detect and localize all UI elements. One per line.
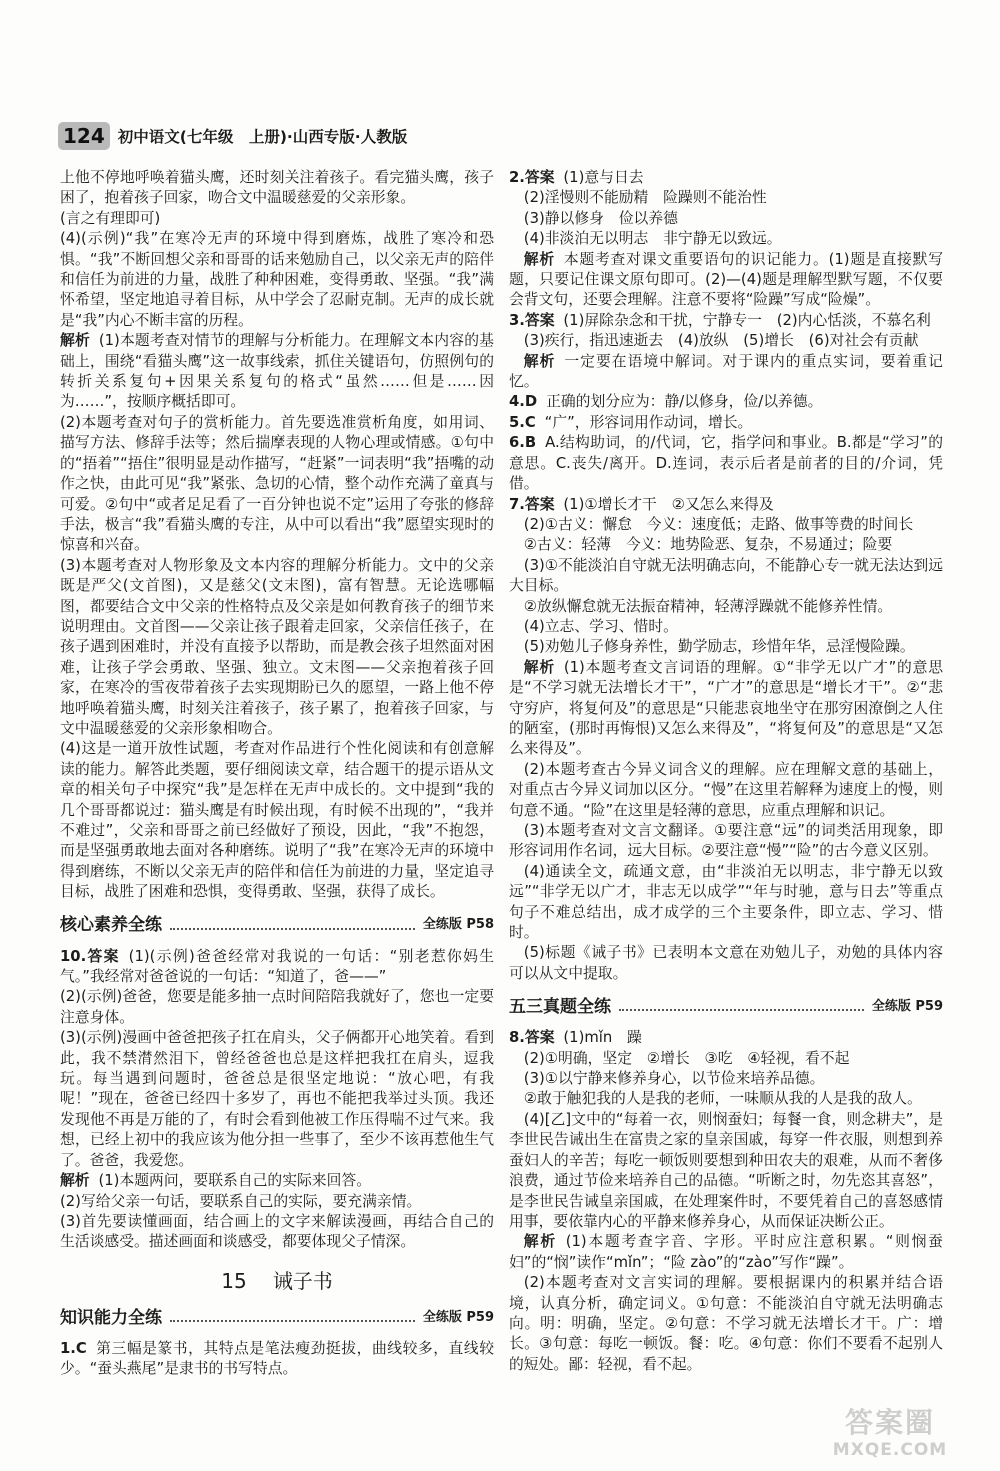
- answer-text: (1)mǐn 躁: [563, 1029, 642, 1047]
- dotted-leader: [170, 928, 415, 930]
- question-4-answer: [509, 392, 943, 412]
- answer-text: (1)①增长才干 ②又怎么来得及: [563, 495, 774, 513]
- question-label: 1.C: [60, 1339, 87, 1357]
- analysis-item: (4)这是一道开放性试题，考查对作品进行个性化阅读和有创意解读的能力。解答此类题，要仔细阅读文章，结合题干的提示语从文章的相关句子中探究“我”是怎样在无声中成长的。文中提到“我的几个哥哥都说过：猫头鹰是有时候出现，有时候不出现的”，“我并不难过”，父亲和哥哥之前已经做好了预设，因此，“我”不抱怨，而是坚强勇敢地去面对各种磨练。说明了“我”在寒冷无声的环境中得到磨练，不断以父亲无声的陪伴和信任为前进的力量，坚定追寻目标，战胜了困难和恐惧，变得勇敢、坚强，获得了成长。: [60, 740, 494, 901]
- analysis-item: (2)写给父亲一句话，要联系自己的实际，要充满亲情。: [60, 1192, 422, 1210]
- analysis-label: 解析: [523, 250, 555, 268]
- answer-item: (3)(示例)漫画中爸爸把孩子扛在肩头，父子俩都开心地笑着。看到此，我不禁潸然泪下，曾经爸爸也总是这样把我扛在肩头，逗我玩。每当遇到问题时，爸爸总是很坚定地说：“放心吧，有我呢！”现在，爸爸已经四十多岁了，再也不能把我举过头顶。我还发现他不再是万能的了，有时会看到他被工作压得喘不过气来。我想，已经上初中的我应该为他分担一些事了，至少不该再惹他生气了。爸爸，我爱您。: [60, 1029, 494, 1169]
- section-title: 五三真题全练: [509, 997, 611, 1018]
- question-label: 5.C: [509, 413, 536, 431]
- page-header: [58, 121, 407, 151]
- analysis-text: (1)本题两问，要联系自己的实际来回答。: [98, 1172, 371, 1190]
- answer-item: (4)[乙]文中的“每着一衣，则悯蚕妇；每餐一食，则念耕夫”，是李世民告诫出生在富贵之家的皇亲国戚，每穿一件衣服，则想到养蚕妇人的辛苦；每吃一顿饭则要想到种田农夫的艰难，从而不奢侈浪费，通过节俭来培养自己的品德。“听断之时，勿先恣其喜怒”，是李世民告诫皇亲国戚，在处理案件时，不要凭着自己的喜怒感情用事，要依靠内心的平静来修养身心，从而保证决断公正。: [509, 1110, 943, 1230]
- question-label: 2.答案: [509, 169, 555, 186]
- analysis-label: 解析: [523, 352, 556, 370]
- analysis-text: (1)本题考查文言词语的理解。①“非学无以广才”的意思是“不学习就无法增长才干”，“广才”的意思是“增长才干”。②“悲守穷庐，将复何及”的意思是“只能悲哀地坐守在那穷困潦倒之人住的陋室，(那时再悔恨)又怎么来得及”，“将复何及”的意思是“又怎么来得及”。: [509, 658, 943, 758]
- section-header-core: [60, 913, 494, 939]
- question-10-answer: [60, 947, 494, 988]
- answer-item: (5)劝勉儿子修身养性，勤学励志，珍惜年华，忌淫慢险躁。: [523, 638, 915, 656]
- analysis-item: (4)通读全文，疏通文意，由“非淡泊无以明志，非宁静无以致远”“非学无以广才，非志无以成学”“年与时驰，意与日去”等重点句子不难总结出，成才成学的三个主要条件，即立志、学习、惜时。: [509, 862, 943, 942]
- answer-item: (3)静以修身 俭以养德: [523, 209, 678, 227]
- analysis-item: (3)本题考查对文言文翻译。①要注意“远”的词类活用现象，即形容词用作名词，远大目标。②要注意“慢”“险”的古今意义区别。: [509, 822, 943, 860]
- dotted-leader: [170, 1320, 415, 1322]
- answer-text: “广”，形容词用作动词，增长。: [544, 413, 753, 431]
- watermark-site: MXQE.COM: [832, 1440, 948, 1460]
- book-title: 初中语文(七年级 上册)·山西专版·人教版: [117, 128, 408, 146]
- question-1-answer: [60, 1339, 494, 1380]
- answer-item: ②古义：轻薄 今义：地势险恶、复杂，不易通过；险要: [523, 536, 893, 554]
- question-label: 4.D: [509, 393, 538, 411]
- answer-item: (3)①以宁静来修养身心，以节俭来培养品德。: [523, 1070, 825, 1088]
- analysis-item: [509, 352, 943, 393]
- analysis-item: (2)本题考查对句子的赏析能力。首先要选准赏析角度，如用词、描写方法、修辞手法等；然后揣摩表现的人物心理或情感。①句中的“捂着”“捂住”很明显是动作描写，“赶紧”一词表明“我”捂嘴的动作之快，由此可见“我”紧张、急切的心情，整个动作充满了童真与可爱。②句中“或者足足看了一百分钟也说不定”运用了夸张的修辞手法，极言“我”看猫头鹰的专注，从中可以看出“我”愿望实现时的惊喜和兴奋。: [60, 413, 494, 554]
- question-label: 3.答案: [509, 311, 555, 329]
- analysis-item: (2)本题考查古今异义词含义的理解。应在理解文意的基础上，对重点古今异义词加以区分。“慢”在这里若解释为速度上的慢，则句意不通。“险”在这里是轻薄的意思，应重点理解和识记。: [509, 760, 943, 819]
- right-column: [509, 168, 943, 1375]
- answer-item: (4)非淡泊无以明志 非宁静无以致远。: [523, 230, 782, 248]
- answer-item: (4)立志、学习、惜时。: [523, 617, 678, 635]
- section-header-knowledge: [60, 1305, 494, 1331]
- answer-item: (2)(示例)爸爸，您要是能多抽一点时间陪陪我就好了，您也一定要注意身体。: [60, 988, 494, 1026]
- analysis-item: [509, 250, 943, 311]
- watermark-logo: [828, 1406, 952, 1460]
- analysis-item: [60, 1171, 494, 1191]
- question-5-answer: [509, 413, 943, 433]
- section-header-real-exam: [509, 994, 943, 1020]
- analysis-label: 解析: [523, 1233, 557, 1251]
- answer-item: (3)疾行，指迅速逝去 (4)放纵 (5)增长 (6)对社会有贡献: [523, 332, 919, 350]
- answer-text: (1)屏除杂念和干扰，宁静专一 (2)内心恬淡，不慕名利: [563, 311, 931, 329]
- left-column: [60, 168, 494, 1380]
- analysis-text: (1)本题考查字音、字形。平时应注意积累。“则悯蚕妇”的“悯”读作“mǐn”；“险 zào”的“zào”写作“躁”。: [509, 1233, 943, 1271]
- lesson-title: [60, 1267, 494, 1295]
- question-8-answer: [509, 1028, 943, 1048]
- question-7-answer: [509, 495, 943, 515]
- analysis-label: 解析: [523, 658, 555, 676]
- answer-text: 第三幅是篆书，其特点是笔法瘦劲挺拔，曲线较多，直线较少。“蚕头燕尾”是隶书的书写特点。: [60, 1339, 494, 1378]
- answer-text: (1)(示例)爸爸经常对我说的一句话：“别老惹你妈生气。”我经常对爸爸说的一句话：“知道了，爸——”: [60, 947, 494, 986]
- question-label: 10.答案: [60, 947, 120, 965]
- answer-text: (1)意与日去: [563, 169, 644, 186]
- page-number: 124: [58, 122, 110, 150]
- answer-text: A.结构助词，的/代词，它，指学问和事业。B.都是“学习”的意思。C.丧失/离开。D.连词，表示后者是前者的目的/介词，凭借。: [509, 434, 943, 493]
- answer-continuation: 上他不停地呼唤着猫头鹰，还时刻关注着孩子。看完猫头鹰，孩子困了，抱着孩子回家，吻合文中温暖慈爱的父亲形象。: [60, 169, 494, 207]
- answer-note: (言之有理即可): [60, 209, 161, 227]
- question-label: 7.答案: [509, 495, 555, 513]
- section-page-ref: 全练版 P59: [422, 1309, 494, 1325]
- analysis-label: 解析: [60, 1172, 90, 1190]
- answer-item: (2)①明确，坚定 ②增长 ③吃 ④轻视，看不起: [523, 1049, 850, 1067]
- question-label: 6.B: [509, 434, 537, 452]
- analysis-item: (5)标题《诫子书》已表明本文意在劝勉儿子，劝勉的具体内容可以从文中提取。: [509, 944, 943, 982]
- analysis-item: [60, 331, 494, 413]
- answer-item: (4)(示例)“我”在寒冷无声的环境中得到磨炼，战胜了寒冷和恐惧。“我”不断回想父亲和哥哥的话来勉励自己，以父亲无声的陪伴和信任为前进的力量，战胜了种种困难，变得勇敢、坚强。“我”满怀希望，坚定地追寻着目标，从中学会了忍耐克制。无声的成长就是“我”内心不断丰富的历程。: [60, 230, 494, 329]
- question-6-answer: [509, 433, 943, 494]
- analysis-label: 解析: [60, 332, 90, 350]
- analysis-text: 本题考查对课文重要语句的识记能力。(1)题是直接默写题，只要记住课文原句即可。(2)—(4)题是理解型默写题，不仅要会背文句，还要会理解。注意不要将“险躁”写成“险燥”。: [509, 250, 943, 309]
- section-title: 知识能力全练: [60, 1307, 162, 1328]
- question-label: 8.答案: [509, 1029, 555, 1047]
- watermark-name: 答案圈: [844, 1406, 935, 1439]
- analysis-item: (3)本题考查对人物形象及文本内容的理解分析能力。文中的父亲既是严父(文首图)，又是慈父(文末图)，富有智慧。无论选哪幅图，都要结合文中父亲的性格特点及父亲是如何教育孩子的细节来说明理由。文首图——父亲让孩子跟着走回家，父亲信任孩子，在孩子遇到困难时，并没有直接予以帮助，而是教会孩子坦然面对困难，让孩子学会勇敢、坚强、独立。文末图——父亲抱着孩子回家，在寒冷的雪夜带着孩子去实现期盼已久的愿望，一路上他不停地呼唤着猫头鹰，时刻关注着孩子，孩子累了，抱着孩子回家，与文中温暖慈爱的父亲形象相吻合。: [60, 556, 494, 737]
- answer-item: (2)①古义：懈怠 今义：速度低；走路、做事等费的时间长: [523, 515, 914, 533]
- analysis-text: 一定要在语境中解词。对于课内的重点实词，要着重记忆。: [509, 352, 943, 391]
- analysis-text: (1)本题考查对情节的理解与分析能力。在理解文本内容的基础上，围绕“看猫头鹰”这一故事线索，抓住关键语句，仿照例句的转折关系复句+因果关系复句的格式“虽然……但是……因为……”，按顺序概括即可。: [60, 332, 494, 411]
- question-3-answer: [509, 311, 943, 331]
- section-title: 核心素养全练: [60, 915, 162, 936]
- answer-item: (2)淫慢则不能励精 险躁则不能治性: [523, 189, 767, 207]
- lesson-name: 诫子书: [272, 1268, 333, 1293]
- answer-text: 正确的划分应为：静/以修身，俭/以养德。: [546, 393, 823, 411]
- analysis-item: [509, 1232, 943, 1273]
- analysis-item: [509, 658, 943, 760]
- answer-item: ②敢于触犯我的人是我的老师，一味顺从我的人是我的敌人。: [523, 1090, 922, 1108]
- section-page-ref: 全练版 P58: [422, 917, 494, 933]
- question-2-answer: [509, 168, 943, 188]
- answer-item: ②放纵懈怠就无法振奋精神，轻薄浮躁就不能修养性情。: [523, 597, 893, 615]
- dotted-leader: [619, 1009, 864, 1011]
- lesson-number: 15: [221, 1268, 247, 1293]
- section-page-ref: 全练版 P59: [871, 999, 943, 1015]
- analysis-item: (2)本题考查对文言实词的理解。要根据课内的积累并结合语境，认真分析，确定词义。①句意：不能淡泊自守就无法明确志向。明：明确，坚定。②句意：不学习就无法增长才干。广：增长。③句意：每吃一顿饭。餐：吃。④句意：你们不要看不起别人的短处。鄙：轻视，看不起。: [509, 1274, 943, 1373]
- analysis-item: (3)首先要读懂画面，结合画上的文字来解读漫画，再结合自己的生活谈感受。描述画面和谈感受，都要体现父子情深。: [60, 1212, 494, 1251]
- answer-item: (3)①不能淡泊自守就无法明确志向，不能静心专一就无法达到远大目标。: [509, 556, 943, 595]
